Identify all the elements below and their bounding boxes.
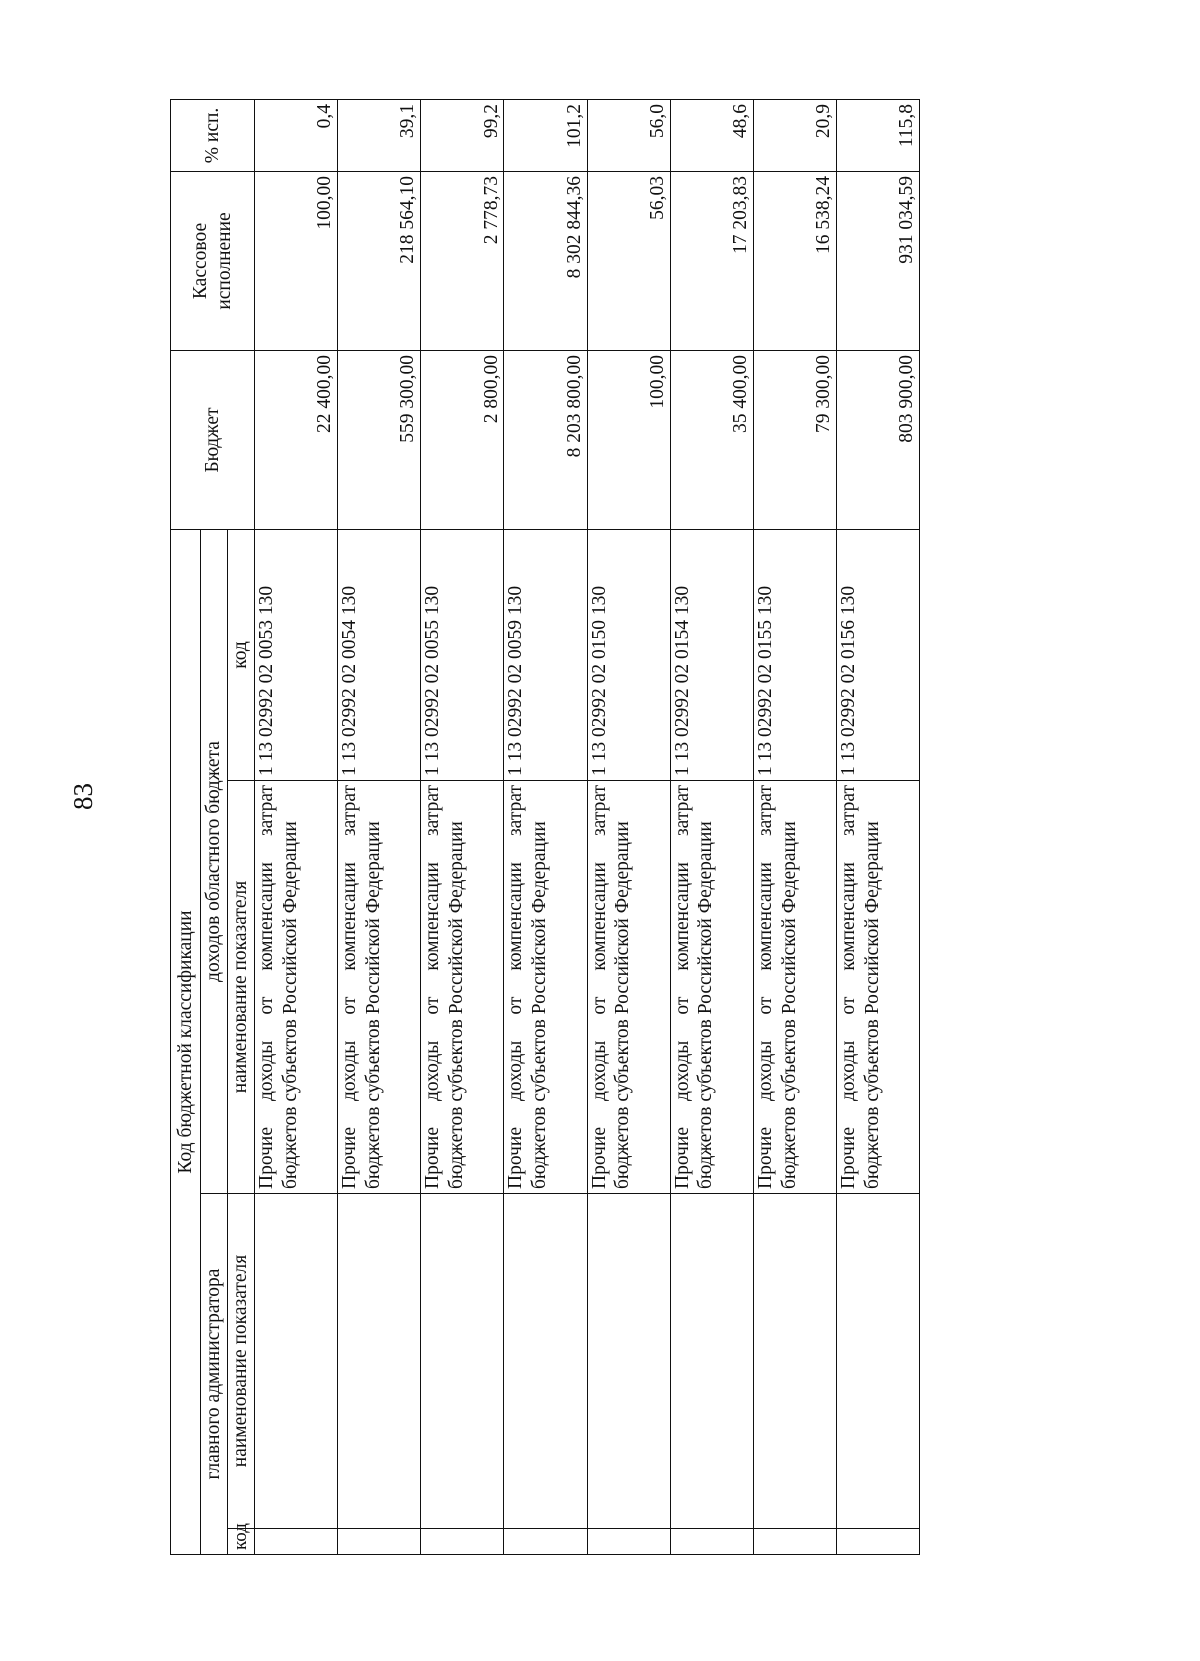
budget-cell: 559 300,00 xyxy=(338,350,421,529)
admin-name-cell xyxy=(504,1194,587,1529)
code-cell: 1 13 02992 02 0155 130 xyxy=(753,529,836,780)
code-cell: 1 13 02992 02 0059 130 xyxy=(504,529,587,780)
percent-cell: 56,0 xyxy=(587,99,670,171)
execution-cell: 100,00 xyxy=(255,171,338,350)
percent-cell: 20,9 xyxy=(753,99,836,171)
code-header: код xyxy=(228,529,255,780)
page-number: 83 xyxy=(68,783,98,810)
budget-cell: 22 400,00 xyxy=(255,350,338,529)
indicator-name-cell: Прочие доходы от компенсации затрат бюджетов субъектов Российской Федерации xyxy=(421,781,504,1194)
classification-code-header: Код бюджетной классификации xyxy=(171,529,201,1554)
execution-cell: 16 538,24 xyxy=(753,171,836,350)
budget-cell: 803 900,00 xyxy=(836,350,919,529)
table-row xyxy=(753,99,836,1554)
cash-execution-header: Кассовое исполнение xyxy=(171,171,255,350)
rotated-table-wrapper xyxy=(170,100,920,1555)
code-cell: 1 13 02992 02 0055 130 xyxy=(421,529,504,780)
execution-cell: 56,03 xyxy=(587,171,670,350)
indicator-name-header: наименование показателя xyxy=(228,781,255,1194)
execution-cell: 218 564,10 xyxy=(338,171,421,350)
table-row xyxy=(504,99,587,1554)
code-cell: 1 13 02992 02 0156 130 xyxy=(836,529,919,780)
regional-revenues-header: доходов областного бюджета xyxy=(201,529,228,1193)
percent-cell: 99,2 xyxy=(421,99,504,171)
admin-code-cell xyxy=(255,1529,338,1555)
indicator-name-cell: Прочие доходы от компенсации затрат бюджетов субъектов Российской Федерации xyxy=(255,781,338,1194)
code-cell: 1 13 02992 02 0150 130 xyxy=(587,529,670,780)
admin-name-cell xyxy=(836,1194,919,1529)
percent-cell: 101,2 xyxy=(504,99,587,171)
percent-cell: 48,6 xyxy=(670,99,753,171)
execution-cell: 8 302 844,36 xyxy=(504,171,587,350)
table-row xyxy=(338,99,421,1554)
table-row xyxy=(421,99,504,1554)
admin-code-cell xyxy=(338,1529,421,1555)
indicator-name-cell: Прочие доходы от компенсации затрат бюджетов субъектов Российской Федерации xyxy=(504,781,587,1194)
execution-cell: 17 203,83 xyxy=(670,171,753,350)
budget-cell: 2 800,00 xyxy=(421,350,504,529)
table-row xyxy=(836,99,919,1554)
admin-name-cell xyxy=(753,1194,836,1529)
percent-cell: 115,8 xyxy=(836,99,919,171)
admin-code-cell xyxy=(504,1529,587,1555)
percent-cell: 39,1 xyxy=(338,99,421,171)
table-header xyxy=(171,99,255,1554)
budget-header: Бюджет xyxy=(171,350,255,529)
percent-cell: 0,4 xyxy=(255,99,338,171)
indicator-name-cell: Прочие доходы от компенсации затрат бюджетов субъектов Российской Федерации xyxy=(836,781,919,1194)
indicator-name-cell: Прочие доходы от компенсации затрат бюджетов субъектов Российской Федерации xyxy=(338,781,421,1194)
admin-code-cell xyxy=(836,1529,919,1555)
code-cell: 1 13 02992 02 0154 130 xyxy=(670,529,753,780)
budget-cell: 100,00 xyxy=(587,350,670,529)
admin-name-cell xyxy=(670,1194,753,1529)
admin-name-header: наименование показателя xyxy=(228,1194,255,1529)
indicator-name-cell: Прочие доходы от компенсации затрат бюджетов субъектов Российской Федерации xyxy=(670,781,753,1194)
code-cell: 1 13 02992 02 0054 130 xyxy=(338,529,421,780)
table-row xyxy=(670,99,753,1554)
admin-name-cell xyxy=(587,1194,670,1529)
admin-code-header: код xyxy=(228,1529,255,1555)
percent-executed-header: % исп. xyxy=(171,99,255,171)
table-row xyxy=(255,99,338,1554)
admin-code-cell xyxy=(670,1529,753,1555)
code-cell: 1 13 02992 02 0053 130 xyxy=(255,529,338,780)
admin-code-cell xyxy=(753,1529,836,1555)
budget-cell: 35 400,00 xyxy=(670,350,753,529)
indicator-name-cell: Прочие доходы от компенсации затрат бюджетов субъектов Российской Федерации xyxy=(587,781,670,1194)
chief-administrator-header: главного администратора xyxy=(201,1194,228,1555)
admin-name-cell xyxy=(421,1194,504,1529)
table-body xyxy=(255,99,920,1554)
indicator-name-cell: Прочие доходы от компенсации затрат бюджетов субъектов Российской Федерации xyxy=(753,781,836,1194)
budget-table xyxy=(170,99,920,1555)
budget-cell: 79 300,00 xyxy=(753,350,836,529)
admin-code-cell xyxy=(587,1529,670,1555)
budget-cell: 8 203 800,00 xyxy=(504,350,587,529)
admin-code-cell xyxy=(421,1529,504,1555)
admin-name-cell xyxy=(338,1194,421,1529)
table-row xyxy=(587,99,670,1554)
execution-cell: 2 778,73 xyxy=(421,171,504,350)
admin-name-cell xyxy=(255,1194,338,1529)
execution-cell: 931 034,59 xyxy=(836,171,919,350)
